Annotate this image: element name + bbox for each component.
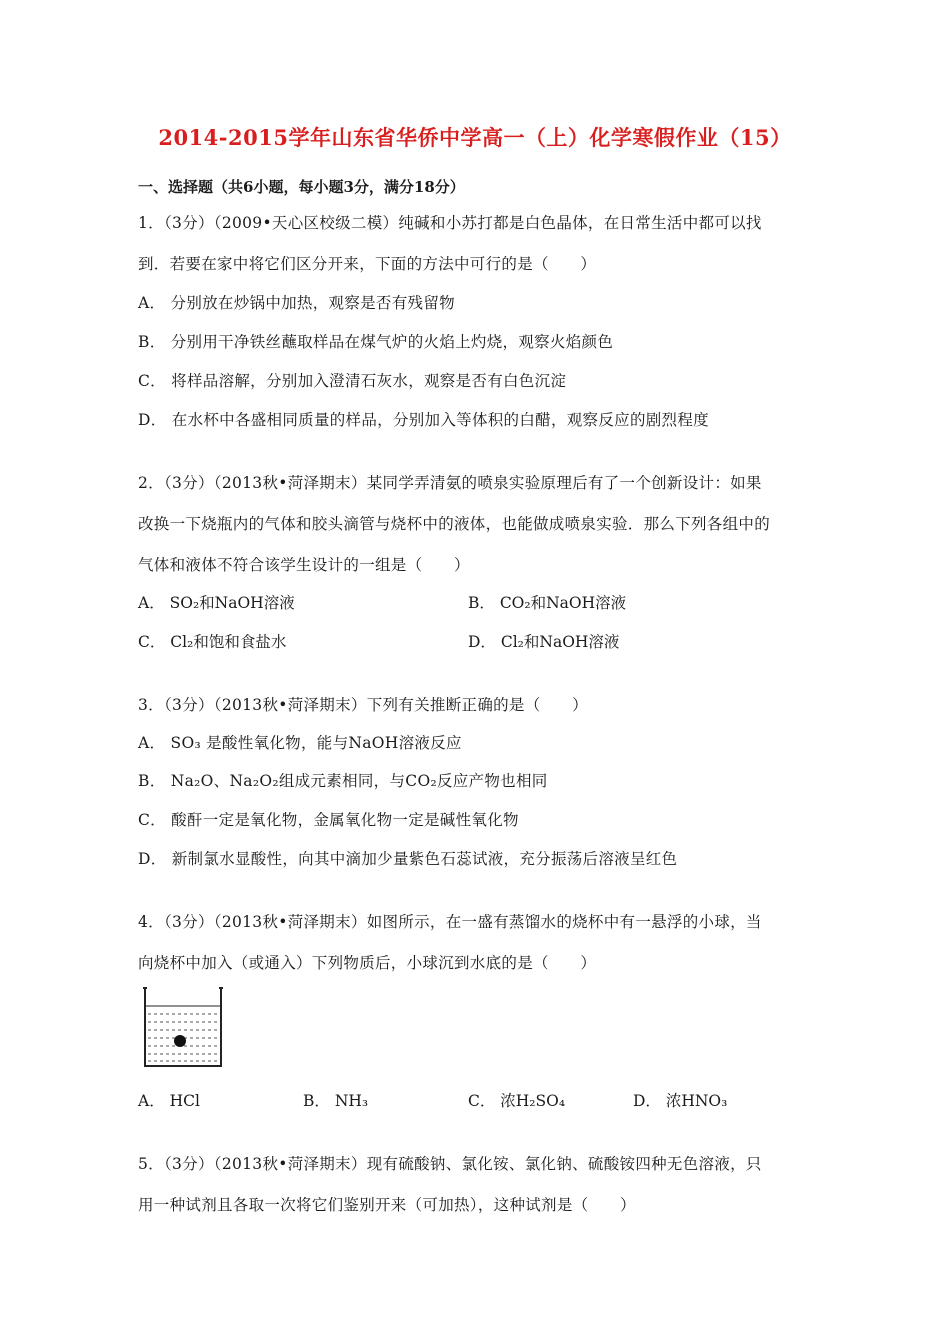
q3-option-a: A． SO₃ 是酸性氧化物，能与NaOH溶液反应 [138,734,462,752]
q4-stem-line1: 4．（3分）（2013秋•菏泽期末）如图所示，在一盛有蒸馏水的烧杯中有一悬浮的小球，当 [138,913,762,931]
beaker-diagram [143,984,225,1070]
q1-stem-line1: 1．（3分）（2009•天心区校级二模）纯碱和小苏打都是白色晶体，在日常生活中都可以找 [138,214,762,232]
q3-option-c: C． 酸酐一定是氧化物，金属氧化物一定是碱性氧化物 [138,811,519,829]
q2-option-d: D． Cl₂和NaOH溶液 [468,633,620,651]
q1-option-b: B． 分别用干净铁丝蘸取样品在煤气炉的火焰上灼烧，观察火焰颜色 [138,333,614,351]
document-title: 2014-2015学年山东省华侨中学高一（上）化学寒假作业（15） [158,125,792,150]
q2-option-c: C． Cl₂和饱和食盐水 [138,633,287,651]
q3-option-b: B． Na₂O、Na₂O₂组成元素相同，与CO₂反应产物也相同 [138,772,548,790]
section-heading: 一、选择题（共6小题，每小题3分，满分18分） [138,178,465,196]
q3-stem-line1: 3．（3分）（2013秋•菏泽期末）下列有关推断正确的是（ ） [138,696,588,714]
q1-option-d: D． 在水杯中各盛相同质量的样品，分别加入等体积的白醋，观察反应的剧烈程度 [138,411,709,429]
q1-option-c: C． 将样品溶解，分别加入澄清石灰水，观察是否有白色沉淀 [138,372,567,390]
q2-stem-line1: 2．（3分）（2013秋•菏泽期末）某同学弄清氨的喷泉实验原理后有了一个创新设计：如果 [138,474,762,492]
q1-option-a: A． 分别放在炒锅中加热，观察是否有残留物 [138,294,455,312]
q4-option-b: B． NH₃ [303,1092,369,1110]
q2-option-a: A． SO₂和NaOH溶液 [138,594,295,612]
q2-stem-line2: 改换一下烧瓶内的气体和胶头滴管与烧杯中的液体，也能做成喷泉实验．那么下列各组中的 [138,515,771,533]
q4-option-a: A． HCl [138,1092,200,1110]
q3-option-d: D． 新制氯水显酸性，向其中滴加少量紫色石蕊试液，充分振荡后溶液呈红色 [138,850,678,868]
q4-stem-line2: 向烧杯中加入（或通入）下列物质后，小球沉到水底的是（ ） [138,954,597,972]
q5-stem-line2: 用一种试剂且各取一次将它们鉴别开来（可加热），这种试剂是（ ） [138,1196,636,1214]
q4-option-c: C． 浓H₂SO₄ [468,1092,566,1110]
q1-stem-line2: 到．若要在家中将它们区分开来，下面的方法中可行的是（ ） [138,255,597,273]
suspended-ball [174,1035,186,1047]
q5-stem-line1: 5．（3分）（2013秋•菏泽期末）现有硫酸钠、氯化铵、氯化钠、硫酸铵四种无色溶液，只 [138,1155,762,1173]
q2-stem-line3: 气体和液体不符合该学生设计的一组是（ ） [138,556,470,574]
q2-option-b: B． CO₂和NaOH溶液 [468,594,627,612]
q4-option-d: D． 浓HNO₃ [633,1092,728,1110]
